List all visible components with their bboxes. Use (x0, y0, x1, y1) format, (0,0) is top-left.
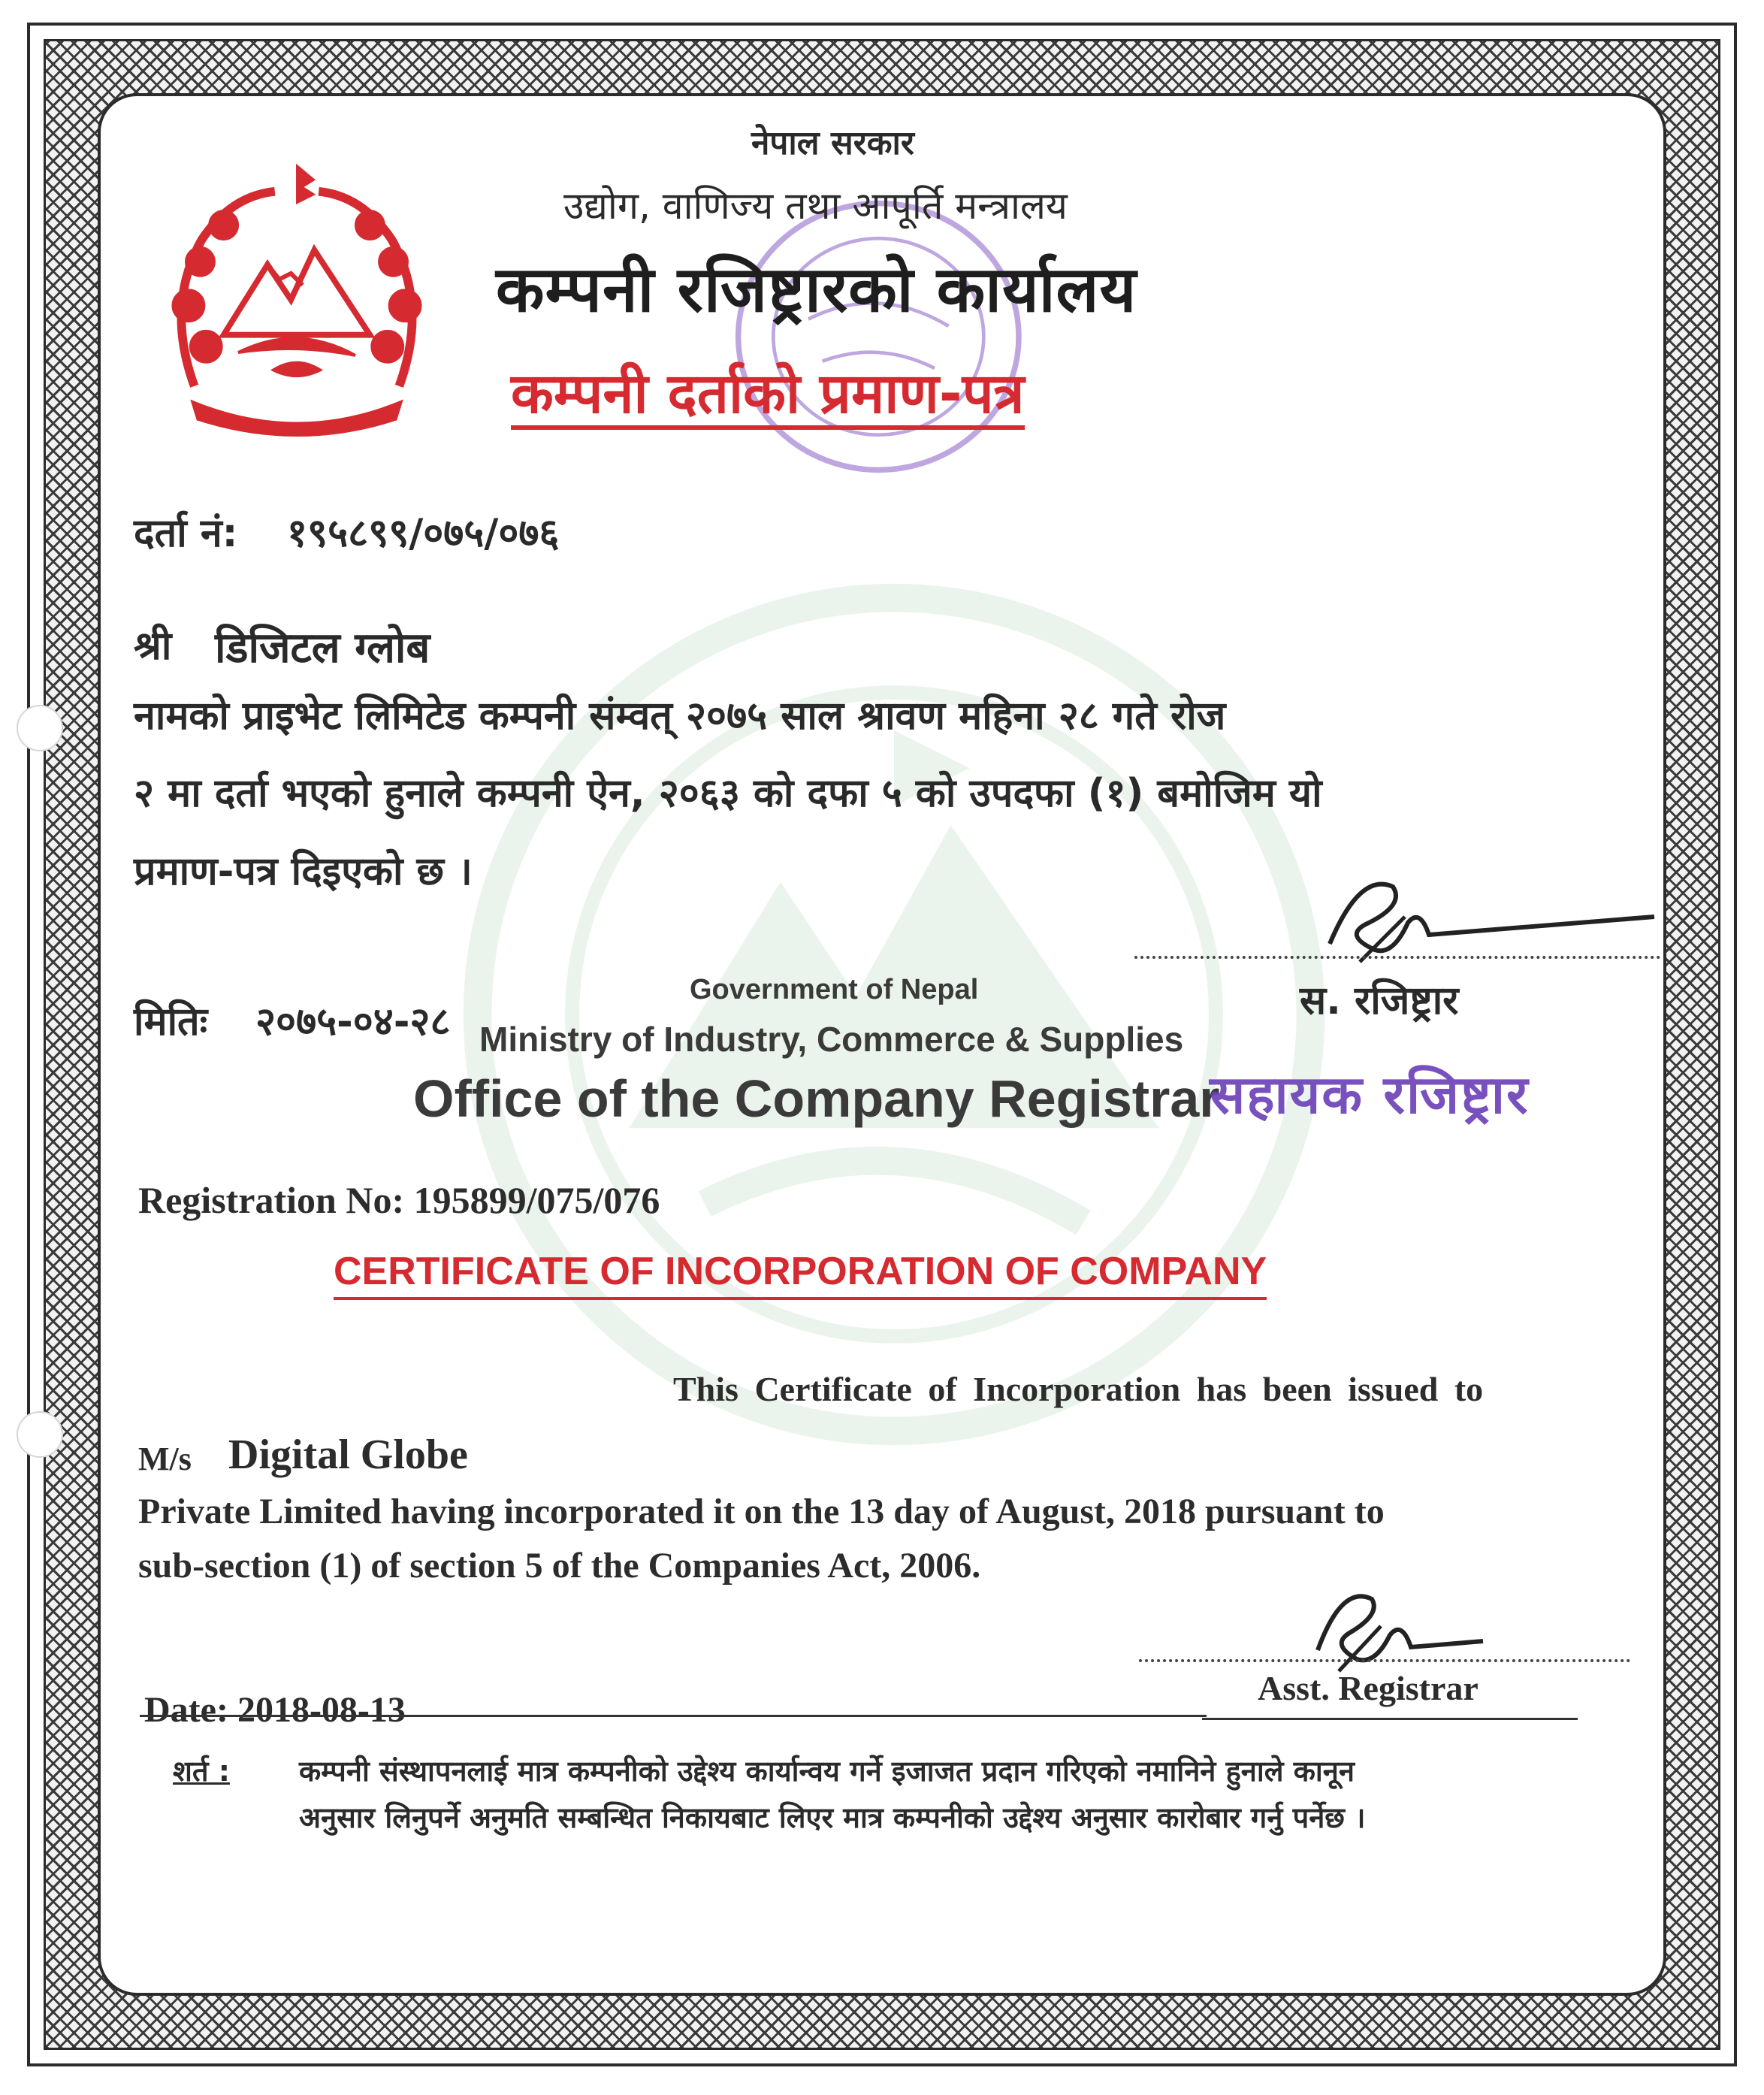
punch-hole-top (17, 705, 63, 751)
signature-1-icon (1300, 857, 1660, 969)
asst-registrar-stamp: सहायक रजिष्ट्रार (1210, 1064, 1530, 1126)
asst-registrar-en: Asst. Registrar (1258, 1669, 1479, 1707)
company-name-en: Digital Globe (228, 1431, 468, 1478)
registration-number-en: Registration No: 195899/075/076 (138, 1179, 660, 1221)
condition-line-1: कम्पनी संस्थापनलाई मात्र कम्पनीको उद्देश्य कार्यान्वय गर्ने इजाजत प्रदान गरिएको नमानिने हुनाले कानून (299, 1755, 1355, 1788)
honorific-np: श्री (134, 624, 172, 669)
registrar-title-np: स. रजिष्ट्रार (1300, 978, 1459, 1023)
gov-nepal-np: नेपाल सरकार (751, 124, 914, 162)
nepal-emblem-icon (150, 159, 443, 437)
certificate-title-np: कम्पनी दर्ताको प्रमाण-पत्र (511, 365, 1025, 430)
office-title-np: कम्पनी रजिष्ट्रारको कार्यालय (496, 252, 1137, 326)
punch-hole-bottom (17, 1411, 63, 1458)
date-np: २०७५-०४-२८ (255, 999, 451, 1044)
body-line-2-en: sub-section (1) of section 5 of the Companies Act, 2006. (138, 1546, 981, 1586)
date-en: Date: 2018-08-13 (144, 1690, 406, 1730)
reg-label-np: दर्ता नं: (134, 511, 238, 556)
asst-registrar-underline (1202, 1718, 1578, 1720)
gov-nepal-en: Government of Nepal (690, 974, 979, 1005)
watermark-emblem-icon (421, 541, 1367, 1488)
body-line-1-np: नामको प्राइभेट लिमिटेड कम्पनी संम्वत् २०७५ साल श्रावण महिना २८ गते रोज (134, 694, 1226, 739)
office-title-en: Office of the Company Registrar (413, 1069, 1220, 1128)
company-name-np: डिजिटल ग्लोब (215, 624, 430, 673)
reg-number-np: १९५८९९/०७५/०७६ (287, 511, 560, 556)
body-line-3-np: प्रमाण-पत्र दिइएको छ । (134, 849, 473, 894)
body-line-2-np: २ मा दर्ता भएको हुनाले कम्पनी ऐन, २०६३ को दफा ५ को उपदफा (१) बमोजिम यो (134, 771, 1322, 816)
signature-line-1 (1134, 956, 1660, 959)
body-line-1-en: Private Limited having incorporated it on the 13 day of August, 2018 pursuant to (138, 1492, 1385, 1531)
certificate-title-en: CERTIFICATE OF INCORPORATION OF COMPANY (334, 1249, 1267, 1300)
ministry-np: उद्योग, वाणिज्य तथा आपूर्ति मन्त्रालय (563, 184, 1068, 228)
date-label-np: मितिः (134, 999, 208, 1044)
date-rule (140, 1715, 1207, 1717)
ministry-en: Ministry of Industry, Commerce & Supplies (479, 1020, 1184, 1059)
signature-line-2 (1139, 1659, 1630, 1662)
issued-to-text: This Certificate of Incorporation has been issued to (673, 1370, 1484, 1408)
condition-label: शर्त : (173, 1755, 230, 1788)
ms-prefix: M/s (138, 1441, 192, 1477)
condition-line-2: अनुसार लिनुपर्ने अनुमति सम्बन्धित निकायबाट लिएर मात्र कम्पनीको उद्देश्य अनुसार कारोबार गर्नु पर्नेछ । (299, 1801, 1366, 1834)
